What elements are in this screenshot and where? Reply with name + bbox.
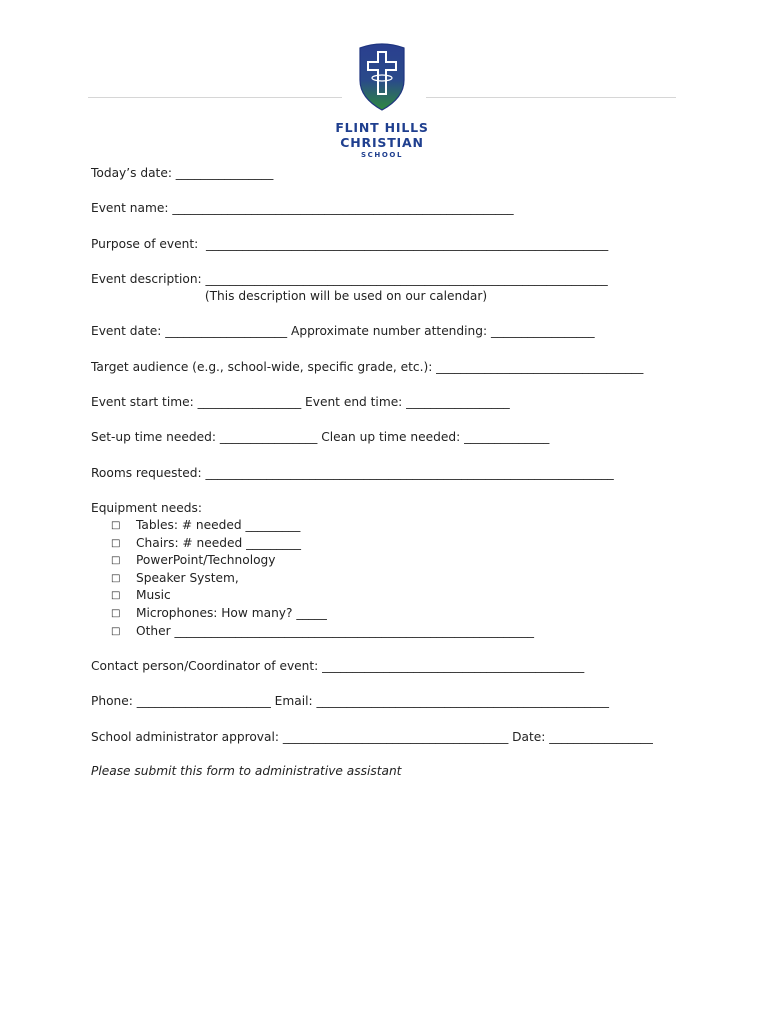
start-end-time-field[interactable]: Event start time: _________________ Event end time: _________________ — [91, 395, 510, 409]
checkbox-icon[interactable]: □ — [111, 607, 121, 619]
setup-cleanup-field[interactable]: Set-up time needed: ________________ Clean up time needed: ______________ — [91, 430, 550, 444]
checkbox-icon[interactable]: □ — [111, 625, 121, 637]
contact-field[interactable]: Contact person/Coordinator of event: ___________________________________________ — [91, 659, 585, 673]
target-audience-field[interactable]: Target audience (e.g., school-wide, specific grade, etc.): __________________________________ — [91, 360, 644, 374]
equipment-microphones: Microphones: How many? _____ — [136, 605, 327, 620]
phone-email-field[interactable]: Phone: ______________________ Email: ________________________________________________ — [91, 694, 609, 708]
equipment-tables: Tables: # needed _________ — [136, 518, 301, 532]
logo-line-1: FLINT HILLS — [335, 120, 429, 135]
header-divider-left — [88, 97, 342, 98]
checkbox-icon[interactable]: □ — [111, 555, 121, 567]
admin-approval-field[interactable]: School administrator approval: _____________________________________ Date: _________________ — [91, 730, 653, 744]
equipment-chairs: Chairs: # needed _________ — [136, 535, 301, 550]
list-item[interactable] — [111, 588, 534, 606]
equipment-powerpoint: PowerPoint/Technology — [136, 553, 276, 568]
rooms-field[interactable]: Rooms requested: ___________________________________________________________________ — [91, 466, 614, 480]
logo-line-2: CHRISTIAN — [340, 135, 424, 150]
event-date-attending-field[interactable]: Event date: ____________________ Approximate number attending: _________________ — [91, 324, 595, 338]
list-item[interactable] — [111, 571, 534, 589]
school-logo-text — [320, 120, 444, 160]
list-item[interactable] — [111, 536, 534, 554]
equipment-other: Other ___________________________________________________________ — [136, 623, 535, 638]
event-name-field[interactable]: Event name: ________________________________________________________ — [91, 201, 514, 215]
checkbox-icon[interactable]: □ — [111, 520, 121, 531]
list-item[interactable] — [111, 624, 534, 642]
description-note: (This description will be used on our calendar) — [204, 289, 488, 303]
header-divider-right — [426, 97, 676, 98]
checkbox-icon[interactable]: □ — [111, 572, 121, 584]
checkbox-icon[interactable]: □ — [111, 590, 121, 602]
equipment-heading: Equipment needs: — [91, 501, 202, 515]
equipment-list — [111, 518, 534, 641]
list-item[interactable] — [111, 606, 534, 624]
equipment-music: Music — [136, 588, 171, 603]
todays-date-field[interactable]: Today’s date: ________________ — [91, 166, 274, 180]
equipment-speaker: Speaker System, — [136, 570, 239, 585]
submit-note: Please submit this form to administrative assistant — [91, 764, 402, 778]
description-field[interactable]: Event description: __________________________________________________________________ — [91, 272, 608, 286]
list-item[interactable] — [111, 553, 534, 571]
checkbox-icon[interactable]: □ — [111, 537, 121, 549]
list-item[interactable] — [111, 518, 534, 536]
purpose-field[interactable]: Purpose of event: __________________________________________________________________ — [91, 237, 609, 251]
cross-shield-icon — [352, 42, 412, 112]
logo-line-3: SCHOOL — [361, 151, 403, 159]
